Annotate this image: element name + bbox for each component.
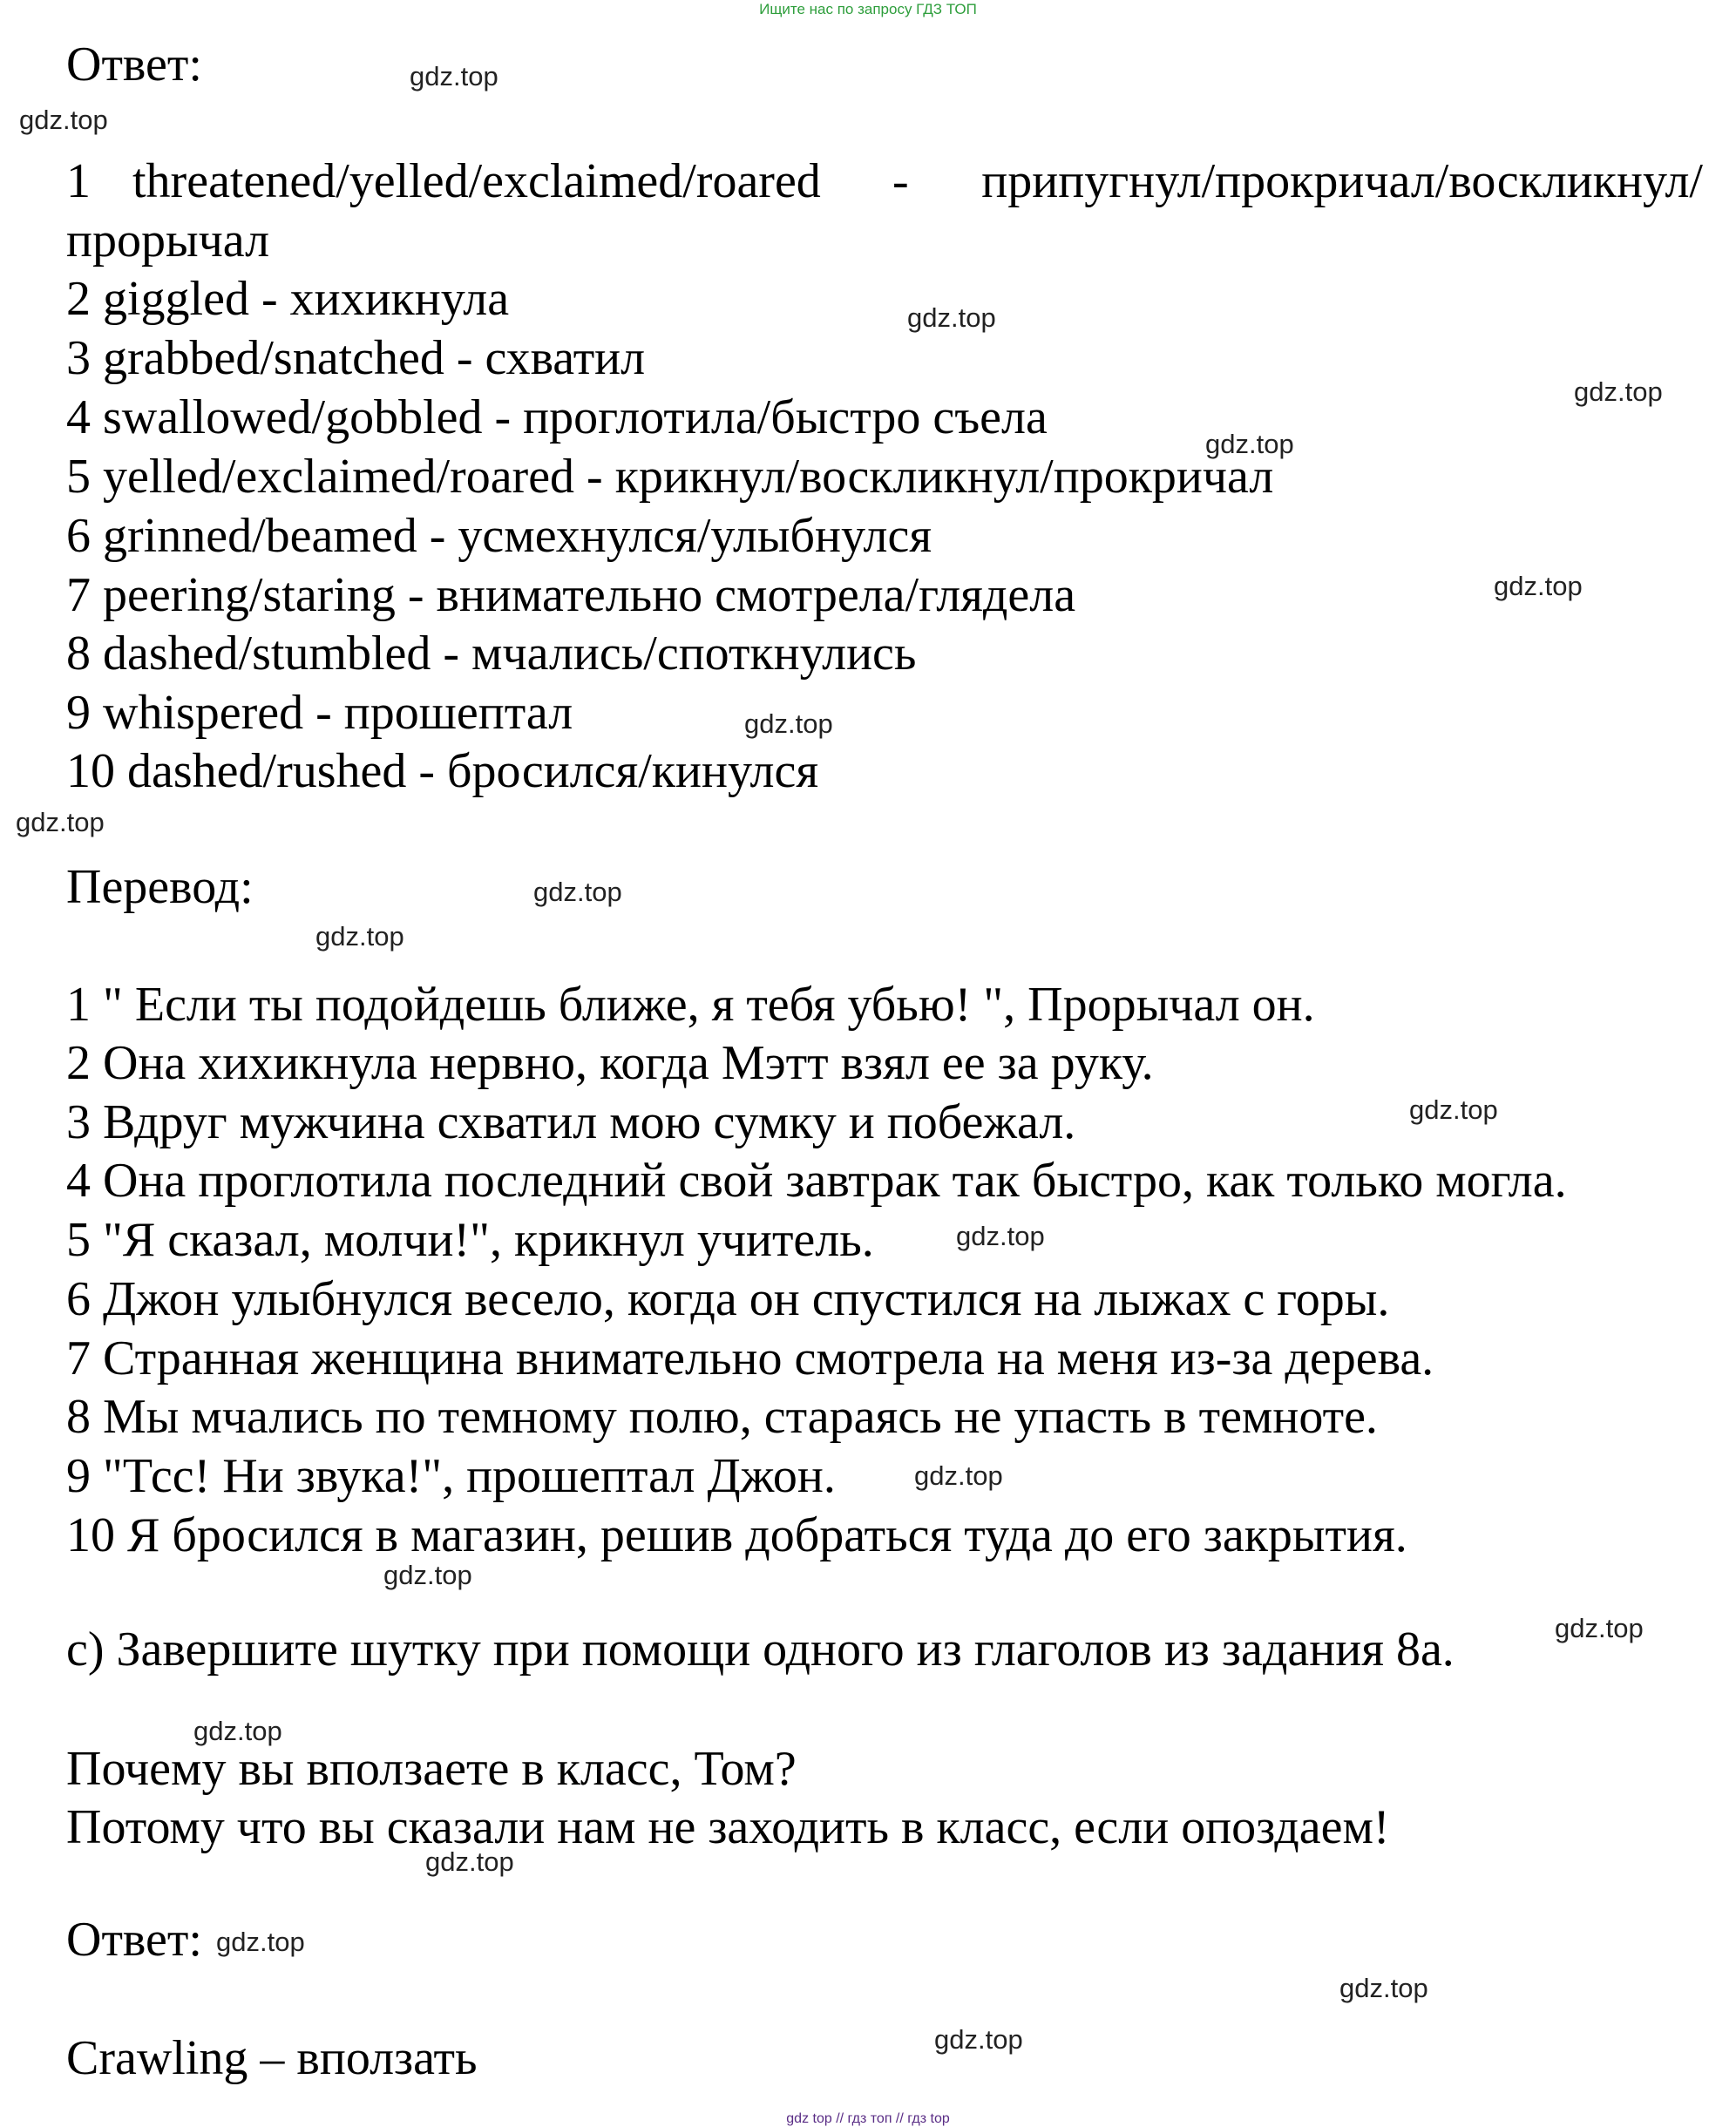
translation-item: 4 Она проглотила последний свой завтрак так быстро, как только могла.	[66, 1154, 1567, 1208]
joke-answer: Потому что вы сказали нам не заходить в класс, если опоздаем!	[66, 1800, 1390, 1854]
watermark: gdz.top	[1574, 376, 1663, 407]
translation-item: 1 " Если ты подойдешь ближе, я тебя убью! ", Прорычал он.	[66, 978, 1315, 1032]
answer-item: 5 yelled/exclaimed/roared - крикнул/воскликнул/прокричал	[66, 450, 1274, 504]
watermark: gdz.top	[907, 302, 996, 333]
translation-item: 9 "Тсс! Ни звука!", прошептал Джон.	[66, 1449, 836, 1503]
translation-item: 6 Джон улыбнулся весело, когда он спустился на лыжах с горы.	[66, 1272, 1390, 1326]
watermark: gdz.top	[1555, 1613, 1644, 1643]
watermark: gdz.top	[410, 61, 498, 91]
answer-item: 3 grabbed/snatched - схватил	[66, 331, 646, 385]
answer-item-1-number: 1	[66, 154, 91, 208]
watermark: gdz.top	[383, 1560, 472, 1590]
answer-item-1-english: threatened/yelled/exclaimed/roared	[132, 154, 821, 208]
answer-item-1-continuation: прорычал	[66, 213, 270, 268]
watermark: gdz.top	[1205, 429, 1294, 459]
watermark: gdz.top	[744, 708, 833, 739]
watermark: gdz.top	[1409, 1094, 1498, 1125]
answer-item: 8 dashed/stumbled - мчались/споткнулись	[66, 627, 917, 681]
watermark: gdz.top	[956, 1221, 1045, 1251]
watermark: gdz.top	[533, 877, 622, 907]
answer-item: 9 whispered - прошептал	[66, 686, 573, 740]
task-c-instruction: с) Завершите шутку при помощи одного из глаголов из задания 8а.	[66, 1622, 1455, 1677]
watermark: gdz.top	[216, 1927, 305, 1957]
translation-item: 2 Она хихикнула нервно, когда Мэтт взял ее за руку.	[66, 1036, 1154, 1090]
watermark: gdz.top	[914, 1460, 1003, 1491]
answer-item: 4 swallowed/gobbled - проглотила/быстро съела	[66, 390, 1048, 444]
translation-item: 8 Мы мчались по темному полю, стараясь не упасть в темноте.	[66, 1390, 1378, 1444]
watermark: gdz.top	[16, 807, 105, 837]
watermark: gdz.top	[1339, 1973, 1428, 2003]
answer-item-1-dash: -	[892, 154, 909, 208]
watermark: gdz.top	[1494, 571, 1583, 601]
footer-note: gdz top // гдз топ // гдз top	[786, 2111, 950, 2126]
answer-heading: Ответ:	[66, 37, 202, 91]
translation-item: 3 Вдруг мужчина схватил мою сумку и побежал.	[66, 1095, 1076, 1149]
answer2-heading: Ответ:	[66, 1913, 202, 1967]
top-search-note: Ищите нас по запросу ГДЗ ТОП	[759, 1, 977, 17]
answer2-text: Crawling – вползать	[66, 2031, 478, 2085]
translation-item: 5 "Я сказал, молчи!", крикнул учитель.	[66, 1213, 874, 1267]
watermark: gdz.top	[425, 1846, 514, 1877]
translation-heading: Перевод:	[66, 860, 254, 914]
answer-item: 6 grinned/beamed - усмехнулся/улыбнулся	[66, 509, 932, 563]
translation-item: 7 Странная женщина внимательно смотрела на меня из-за дерева.	[66, 1331, 1434, 1385]
answer-item: 2 giggled - хихикнула	[66, 272, 510, 326]
watermark: gdz.top	[19, 105, 108, 135]
watermark: gdz.top	[193, 1716, 282, 1746]
watermark: gdz.top	[315, 921, 404, 952]
translation-item: 10 Я бросился в магазин, решив добраться туда до его закрытия.	[66, 1508, 1407, 1562]
watermark: gdz.top	[934, 2024, 1023, 2055]
answer-item: 10 dashed/rushed - бросился/кинулся	[66, 744, 819, 798]
answer-item: 7 peering/staring - внимательно смотрела/глядела	[66, 568, 1076, 622]
answer-item-1-russian: припугнул/прокричал/воскликнул/	[981, 154, 1703, 208]
answer-item-1	[66, 154, 1703, 209]
joke-question: Почему вы вползаете в класс, Том?	[66, 1742, 797, 1796]
